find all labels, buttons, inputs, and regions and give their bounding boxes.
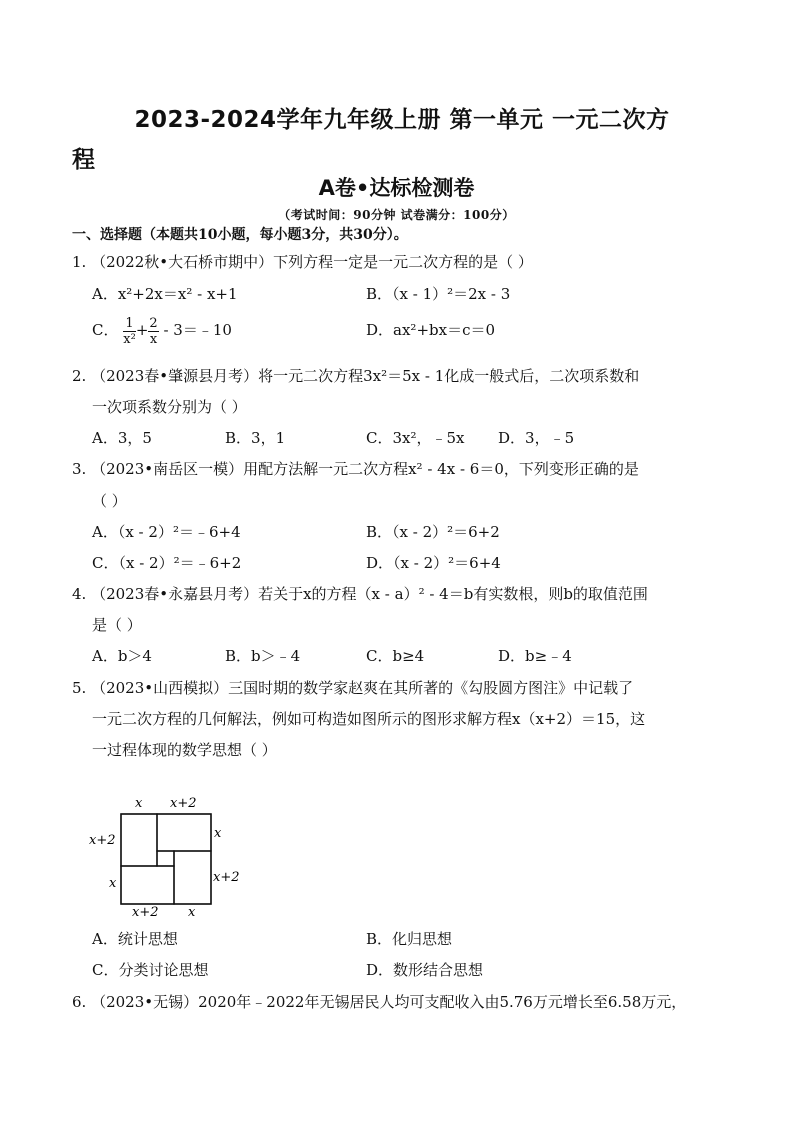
question-2-text-line-2: 一次项系数分别为（ ） [92,398,247,416]
title-line-1: 2023-2024学年九年级上册 第一单元 一元二次方 [134,107,670,133]
title-line-2: 程 [72,147,96,173]
question-4-option-d: D．b≥﹣4 [498,647,572,665]
fraction-2-over-x [148,316,158,347]
question-1-option-b: B．（x - 1）²＝2x - 3 [366,285,511,303]
square-dissection-figure [85,790,250,925]
question-1-option-c [92,314,232,347]
center-square [157,851,174,866]
question-1-option-d: D．ax²+bx＝c＝0 [366,321,496,339]
question-5-text-line-3: 一过程体现的数学思想（ ） [92,741,277,759]
label-left-x-plus-2: x+2 [89,833,116,848]
question-1-text: 1. （2022秋•大石桥市期中）下列方程一定是一元二次方程的是（ ） [72,253,533,271]
label-left-x: x [109,876,117,891]
option-c-label: C． [92,321,119,339]
label-bottom-x-plus-2: x+2 [132,905,159,920]
option-c-tail: - 3＝﹣10 [163,321,232,339]
question-4-option-b: B．b＞﹣4 [225,647,301,665]
bottom-right-rectangle [174,851,211,904]
page-subtitle: A卷•达标检测卷 [318,176,475,200]
top-left-rectangle [121,814,157,866]
question-3-text-line-2: （ ） [92,492,127,510]
top-right-rectangle [157,814,211,851]
question-5-option-a: A．统计思想 [92,930,178,948]
fraction-1-over-x-squared [123,316,136,347]
question-6-text-line-1: 6. （2023•无锡）2020年﹣2022年无锡居民人均可支配收入由5.76万元增长至6.58万元， [72,993,687,1011]
question-3-option-c: C．（x - 2）²＝﹣6+2 [92,554,242,572]
question-5-text-line-2: 一元二次方程的几何解法，例如可构造如图所示的图形求解方程x（x+2）＝15，这 [92,710,646,728]
section-heading: 一、选择题（本题共10小题，每小题3分，共30分）。 [72,227,408,243]
exam-info: （考试时间：90分钟 试卷满分：100分） [278,208,515,222]
question-3-option-a: A．（x - 2）²＝﹣6+4 [92,523,241,541]
question-5-option-b: B．化归思想 [366,930,453,948]
question-2-option-c: C．3x²，﹣5x [366,429,465,447]
question-4-text-line-2: 是（ ） [92,616,142,634]
label-right-x-plus-2: x+2 [213,870,240,885]
question-2-option-a: A．3，5 [92,429,152,447]
fraction-numerator: 2 [149,315,158,331]
fraction-denominator: x [149,331,158,347]
fraction-numerator: 1 [123,316,136,332]
question-1-option-a: A．x²+2x＝x² - x+1 [92,285,238,303]
fraction-denominator: x² [123,331,136,347]
page-title [72,100,732,180]
outer-square [121,814,211,904]
question-4-option-a: A．b＞4 [92,647,152,665]
bottom-left-rectangle [121,866,174,904]
question-3-option-d: D．（x - 2）²＝6+4 [366,554,501,572]
label-top-x: x [135,796,143,811]
label-top-x-plus-2: x+2 [170,796,197,811]
plus-sign: + [135,321,149,339]
question-5-option-d: D．数形结合思想 [366,961,484,979]
question-3-text-line-1: 3. （2023•南岳区一模）用配方法解一元二次方程x² - 4x - 6＝0，下列变形正确的是 [72,460,639,478]
question-4-text-line-1: 4. （2023春•永嘉县月考）若关于x的方程（x - a）² - 4＝b有实数根，则b的取值范围 [72,585,648,603]
question-3-option-b: B．（x - 2）²＝6+2 [366,523,500,541]
question-5-option-c: C．分类讨论思想 [92,961,209,979]
question-2-text-line-1: 2. （2023春•肇源县月考）将一元二次方程3x²＝5x - 1化成一般式后，二次项系数和 [72,367,640,385]
question-2-option-b: B．3，1 [225,429,286,447]
question-5-text-line-1: 5. （2023•山西模拟）三国时期的数学家赵爽在其所著的《勾股圆方图注》中记载了 [72,679,634,697]
question-4-option-c: C．b≥4 [366,647,425,665]
label-bottom-x: x [188,905,196,920]
label-right-x: x [214,826,222,841]
question-2-option-d: D．3，﹣5 [498,429,575,447]
